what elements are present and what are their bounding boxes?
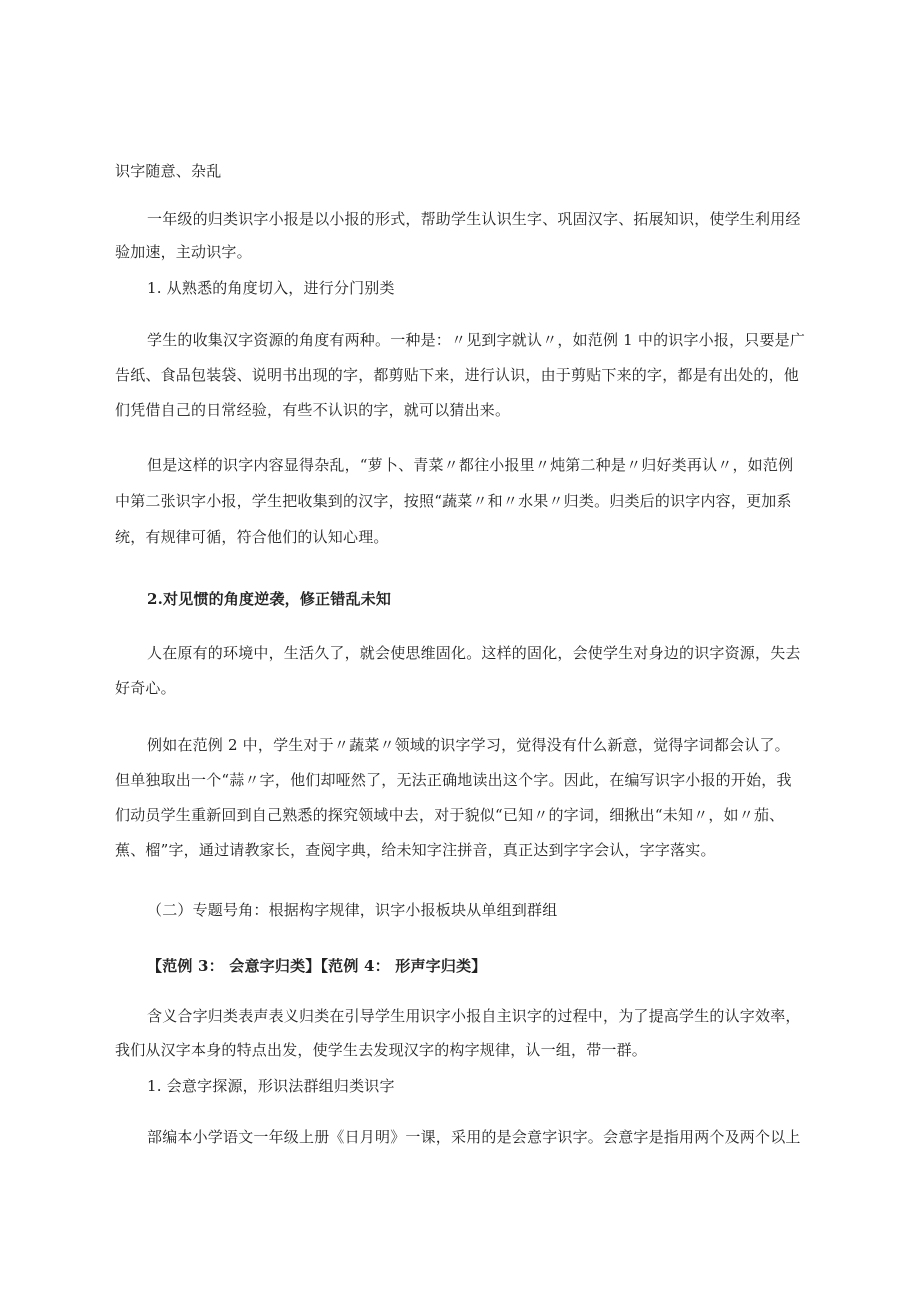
subheading: 1. 从熟悉的角度切入，进行分门别类 (147, 279, 395, 297)
paragraph-line: 告纸、食品包装袋、说明书出现的字，都剪贴下来，进行认识，由于剪贴下来的字，都是有出处的，他 (115, 366, 800, 384)
paragraph-line: 好奇心。 (115, 679, 176, 697)
paragraph-line: 蕉、榴”字，通过请教家长，查阅字典，给未知字注拼音，真正达到字字会认，字字落实。 (115, 841, 716, 859)
paragraph-line: 部编本小学语文一年级上册《日月明》一课，采用的是会意字识字。会意字是指用两个及两个以上 (147, 1128, 801, 1146)
example-heading: 【范例 3： 会意字归类】【范例 4： 形声字归类】 (147, 957, 487, 975)
paragraph-line: 们凭借自己的日常经验，有些不认识的字，就可以猜出来。 (115, 401, 511, 419)
paragraph-line: 例如在范例 2 中，学生对于〃蔬菜〃领域的识字学习，觉得没有什么新意，觉得字词都会认了。 (147, 736, 790, 754)
paragraph-line: 中第二张识字小报，学生把收集到的汉字，按照“蔬菜〃和〃水果〃归类。归类后的识字内容，更加系 (115, 492, 792, 510)
section-heading: （二）专题号角：根据构字规律，识字小报板块从单组到群组 (147, 901, 558, 919)
paragraph-line: 但单独取出一个“蒜〃字，他们却哑然了，无法正确地读出这个字。因此，在编写识字小报的开始，我 (115, 771, 792, 789)
paragraph-line: 统，有规律可循，符合他们的认知心理。 (115, 528, 389, 546)
paragraph-line: 们动员学生重新回到自己熟悉的探究领域中去，对于貌似“已知〃的字词，细揪出“未知〃，如〃茄、 (115, 806, 785, 824)
paragraph-line: 我们从汉字本身的特点出发，使学生去发现汉字的构字规律，认一组，带一群。 (115, 1041, 648, 1059)
subheading: 1. 会意字探源，形识法群组归类识字 (147, 1077, 395, 1095)
paragraph-line: 一年级的归类识字小报是以小报的形式，帮助学生认识生字、巩固汉字、拓展知识，使学生利用经 (147, 210, 801, 228)
paragraph-line: 但是这样的识字内容显得杂乱，“萝卜、青菜〃都往小报里〃炖第二种是〃归好类再认〃，如范例 (147, 456, 794, 474)
paragraph-line: 学生的收集汉字资源的角度有两种。一种是：〃见到字就认〃，如范例 1 中的识字小报，只要是广 (147, 331, 806, 349)
paragraph-line: 人在原有的环境中，生活久了，就会使思维固化。这样的固化，会使学生对身边的识字资源，失去 (147, 644, 801, 662)
section-fragment: 识字随意、杂乱 (115, 162, 222, 180)
paragraph-line: 含义合字归类表声表义归类在引导学生用识字小报自主识字的过程中，为了提高学生的认字效率， (147, 1007, 801, 1025)
subheading: 2.对见惯的角度逆袭，修正错乱未知 (147, 590, 392, 608)
paragraph-line: 验加速，主动识字。 (115, 243, 252, 261)
